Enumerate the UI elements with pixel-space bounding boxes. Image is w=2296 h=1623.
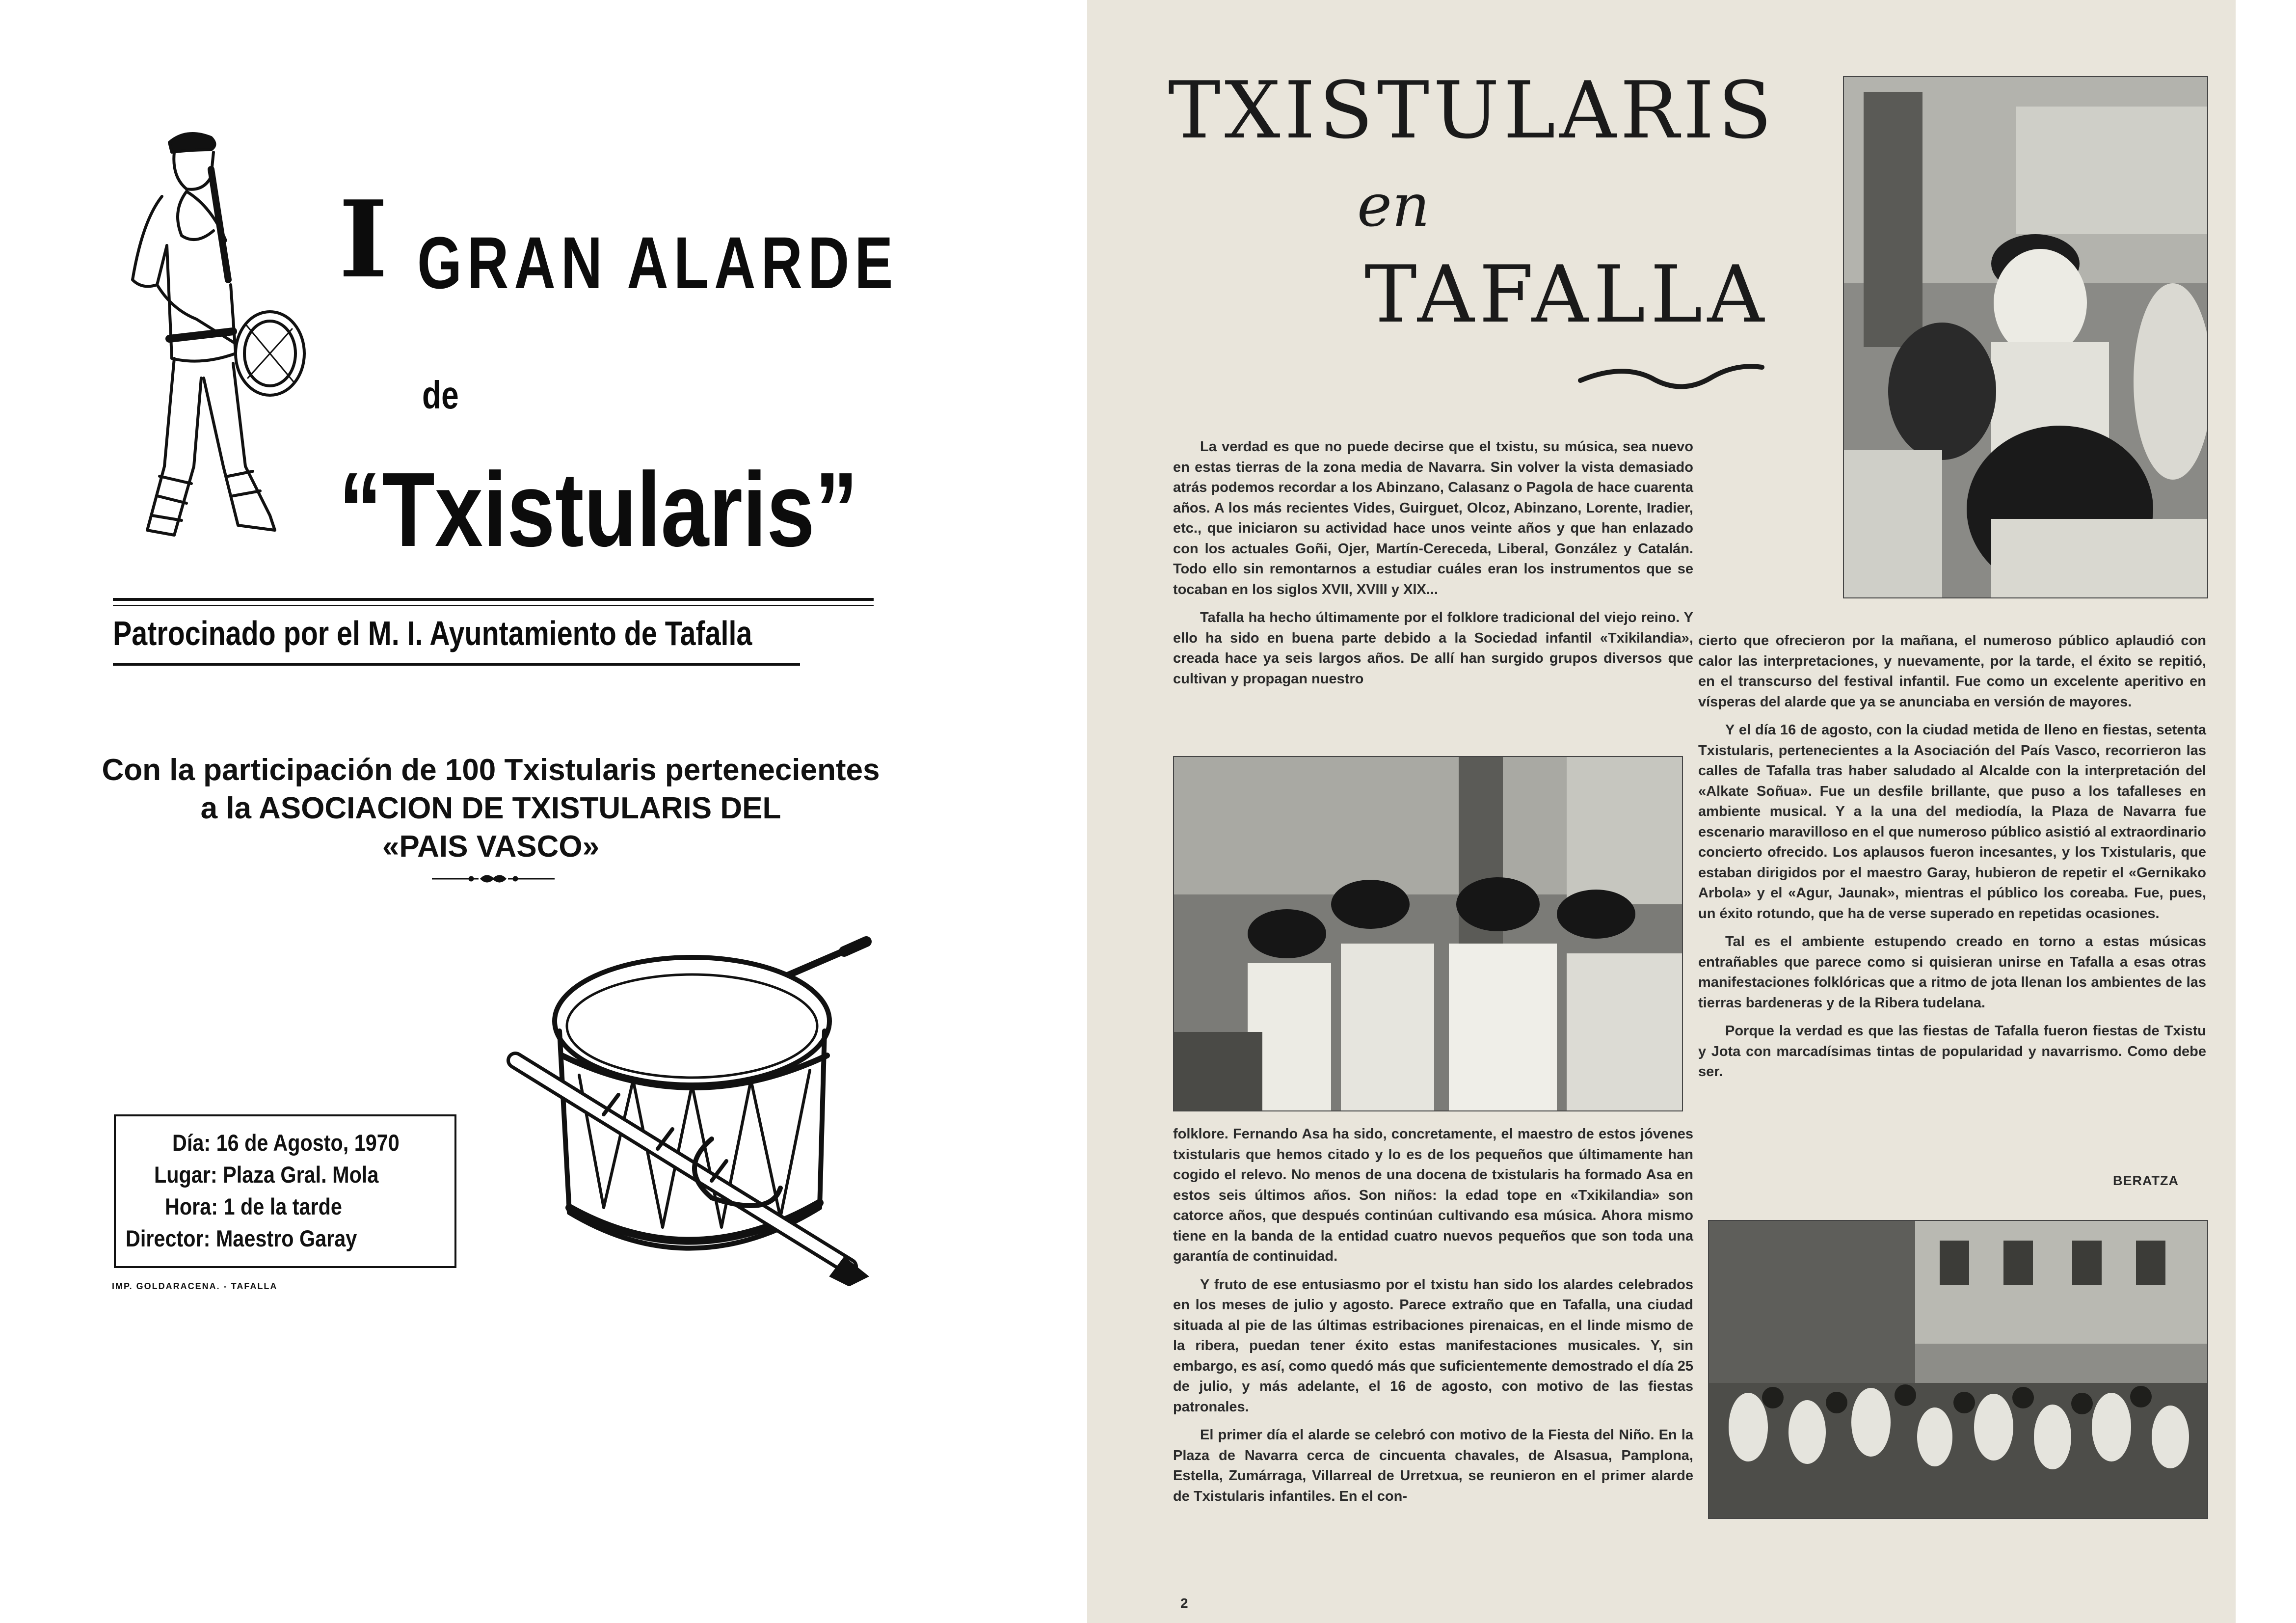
poster-rule-top-thin <box>113 605 874 606</box>
title-flourish <box>1578 353 1764 398</box>
article-paragraph: Y el día 16 de agosto, con la ciudad metida de lleno en fiestas, setenta Txistularis, pertenecientes a la Asociación del País Vasco, recorrieron las calles de Tafalla tras haber saludado al Alcalde con la interpretación del «Alkate Soñua». Fue un desfile brillante, que puso a los tafalleses en ambiente musical. Y a la una del mediodía, la Plaza de Navarra fue escenario maravilloso en el que numeroso público asistió al extraordinario concierto ofrecido. Los aplausos fueron incesantes, y los Txistularis, que estaban dirigidos por el maestro Garay, hubieron de repetir el «Gernikako Arbola» y el «Agur, Jaunak», mientras el público los coreaba. Fue, pues, un éxito rotundo, que ha de verse superado en repetidas ocasiones. <box>1698 722 2206 921</box>
article-paragraph: Porque la verdad es que las fiestas de Tafalla fueron fiestas de Txistu y Jota con marcadísimas tintas de popularidad y navarrismo. Como debe ser. <box>1698 1023 2206 1080</box>
article-paragraph: El primer día el alarde se celebró con motivo de la Fiesta del Niño. En la Plaza de Navarra cerca de cincuenta chavales, de Alsasua, Pamplona, Estella, Zumárraga, Villarreal de Urretxua, se reunieron en el primer alarde de Txistularis infantiles. En el con- <box>1173 1427 1693 1504</box>
page-number: 2 <box>1180 1596 1188 1611</box>
photo-txistularis-playing <box>1173 756 1683 1111</box>
poster-page <box>0 0 1065 1623</box>
event-time: Hora: 1 de la tarde <box>165 1193 342 1219</box>
article-paragraph: cierto que ofrecieron por la mañana, el numeroso público aplaudió con calor las interpretaciones, y nuevamente, por la tarde, el éxito se repitió, en el transcurso del festival infantil. Fue como un excelente aperitivo en vísperas del alarde que ya se anunciaba en versión de mayores. <box>1698 633 2206 710</box>
event-details-box <box>114 1114 456 1268</box>
drum-illustration <box>506 933 879 1286</box>
poster-participation-line-3: «PAIS VASCO» <box>382 830 600 864</box>
poster-title-main: GRAN ALARDE <box>417 221 899 304</box>
poster-rule-top <box>113 598 874 601</box>
poster-participation-line-1: Con la participación de 100 Txistularis pertenecientes <box>102 753 880 787</box>
article-paragraph: folklore. Fernando Asa ha sido, concretamente, el maestro de estos jóvenes txistularis que hemos citado y lo es de los pequeños que últimamente han cogido el relevo. No menos de una docena de txistularis ha formado Asa en estos seis últimos años. Son niños: la edad tope en «Txikilandia» son catorce años, que después continúan cultivando esa música. Ahora mismo tiene en la banda de la entidad cuatro nuevos pequeños que son toda una garantía de continuidad. <box>1173 1126 1693 1264</box>
article-page <box>1087 0 2236 1623</box>
poster-rule-bottom <box>113 663 800 666</box>
article-column-right <box>1698 631 2206 1090</box>
article-paragraph: Tal es el ambiente estupendo creado en torno a estas músicas entrañables que parece como si quisieran unirse en Tafalla a esas otras manifestaciones folklóricas que a ritmo de jota llenan los ambientes de las tierras bardeneras y de la Ribera tudelana. <box>1698 934 2206 1011</box>
poster-participation-line-2: a la ASOCIACION DE TXISTULARIS DEL <box>200 791 781 825</box>
txistulari-illustration <box>113 123 324 555</box>
event-place: Lugar: Plaza Gral. Mola <box>154 1162 379 1188</box>
article-title-line-3: TAFALLA <box>1364 248 1769 340</box>
poster-imprint: IMP. GOLDARACENA. - TAFALLA <box>112 1281 278 1291</box>
event-date: Día: 16 de Agosto, 1970 <box>172 1130 400 1156</box>
poster-title-de: de <box>422 373 459 417</box>
article-paragraph: Tafalla ha hecho últimamente por el folklore tradicional del viejo reino. Y ello ha sido en buena parte debido a la Sociedad infantil «Txikilandia», creada hace ya seis largos años. De allí han surgido grupos diversos que cultivan y propagan nuestro <box>1173 610 1693 687</box>
poster-title-name: “Txistularis” <box>339 450 858 568</box>
article-paragraph: La verdad es que no puede decirse que el txistu, su música, sea nuevo en estas tierras de la zona media de Navarra. Sin volver la vista demasiado atrás podemos recordar a los Abinzano, Calasanz o Pagola de hace cuarenta años. A los más recientes Vides, Guirguet, Olcoz, Abinzano, Lorente, Iradier, etc., que iniciaron su actividad hace unos veinte años y que han enlazado con los actuales Goñi, Ojer, Martín-Cereceda, Liberal, González y Catalán. Todo ello sin remontarnos a estudiar cuáles eran los instrumentos que se tocaban en los siglos XVII, XVIII y XIX... <box>1173 439 1693 597</box>
poster-title-numeral: I <box>339 177 388 301</box>
photo-txistularis-portrait <box>1843 76 2208 598</box>
article-signature: BERATZA <box>2113 1173 2179 1188</box>
article-paragraph: Y fruto de ese entusiasmo por el txistu han sido los alardes celebrados en los meses de julio y agosto. Parece extraño que en Tafalla, una ciudad situada al pie de las últimas estribaciones pirenaicas, en el linde mismo de la ribera, puedan tener éxito estas manifestaciones musicales. Y, sin embargo, es así, como quedó más que suficientemente demostrado el día 25 de julio, y más adelante, el 16 de agosto, con motivo de las fiestas patronales. <box>1173 1276 1693 1415</box>
poster-sponsor: Patrocinado por el M. I. Ayuntamiento de Tafalla <box>113 614 752 652</box>
article-column-left-bottom <box>1173 1124 1693 1515</box>
photo-street-parade <box>1708 1220 2208 1519</box>
article-title-line-2: en <box>1357 172 1430 240</box>
event-director: Director: Maestro Garay <box>126 1225 357 1251</box>
article-title-line-1: TXISTULARIS <box>1168 64 1776 156</box>
article-column-left-top <box>1173 437 1693 697</box>
ornament-divider <box>432 869 555 889</box>
